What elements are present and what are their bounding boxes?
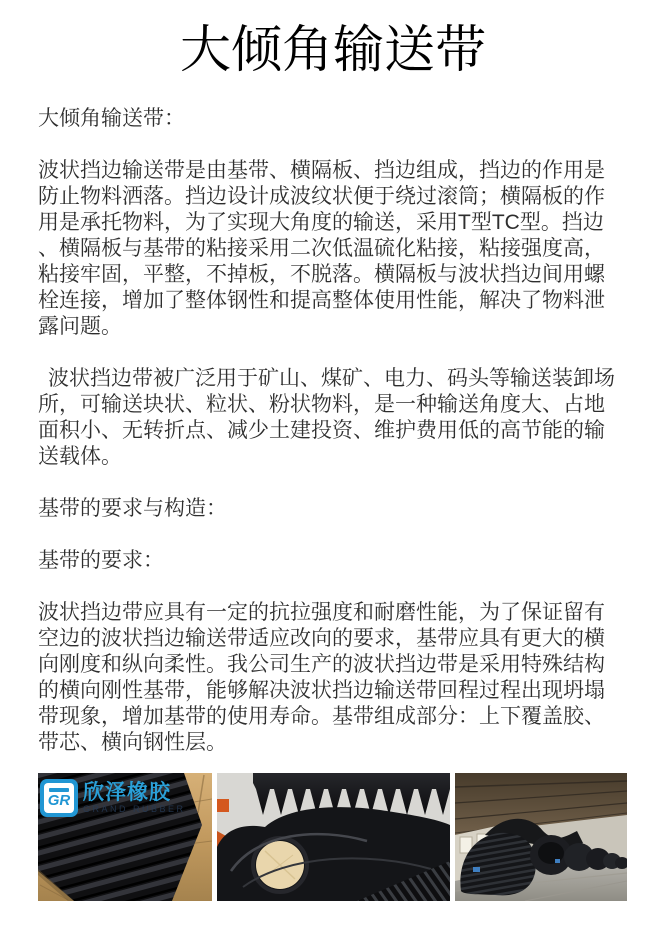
brand-logo-icon xyxy=(40,779,78,817)
paragraph-intro-label: 大倾角输送带： xyxy=(38,107,185,130)
product-photo-warehouse xyxy=(455,773,627,901)
paragraph-applications: 波状挡边带被广泛用于矿山、煤矿、电力、码头等输送装卸场所，可输送块状、粒状、粉状物料，是一种输送角度大、占地面积小、无转折点、减少土建投资、维护费用低的高节能的输送载体。 xyxy=(38,367,615,468)
brand-logo xyxy=(40,779,186,817)
article-body xyxy=(38,106,618,756)
photo-gallery xyxy=(38,773,628,901)
logo-bar-shape xyxy=(49,788,69,792)
paragraph-composition: 波状挡边输送带是由基带、横隔板、挡边组成，挡边的作用是防止物料洒落。挡边设计成波纹状便于绕过滚筒；横隔板的作用是承托物料，为了实现大角度的输送，采用T型TC型。挡边、横隔板与基带的粘接采用二次低温硫化粘接，粘接强度高，粘接牢固，平整，不掉板，不脱落。横隔板与波状挡边间用螺栓连接，增加了整体钢性和提高整体使用性能，解决了物料泄露问题。 xyxy=(38,159,605,338)
belt-roll-illustration xyxy=(217,773,450,901)
product-photo-corrugation-closeup xyxy=(38,773,212,901)
paragraph-baseband-heading: 基带的要求与构造： xyxy=(38,497,227,520)
product-photo-belt-roll xyxy=(217,773,450,901)
paragraph-baseband-requirement-heading: 基带的要求： xyxy=(38,549,164,572)
page xyxy=(0,20,666,950)
brand-name-chinese: 欣泽橡胶 xyxy=(83,781,171,804)
paragraph-baseband-detail: 波状挡边带应具有一定的抗拉强度和耐磨性能，为了保证留有空边的波状挡边输送带适应改向的要求，基带应具有更大的横向刚度和纵向柔性。我公司生产的波状挡边带是采用特殊结构的横向刚性基带，能够解决波状挡边输送带回程过程出现坍塌带现象，增加基带的使用寿命。基带组成部分：上下覆盖胶、带芯、横向钢性层。 xyxy=(38,601,605,754)
brand-name-english: GRAND RUBBER xyxy=(83,804,186,814)
logo-monogram: GR xyxy=(47,791,71,809)
warehouse-illustration xyxy=(455,773,627,901)
page-title: 大倾角输送带 xyxy=(179,21,486,78)
